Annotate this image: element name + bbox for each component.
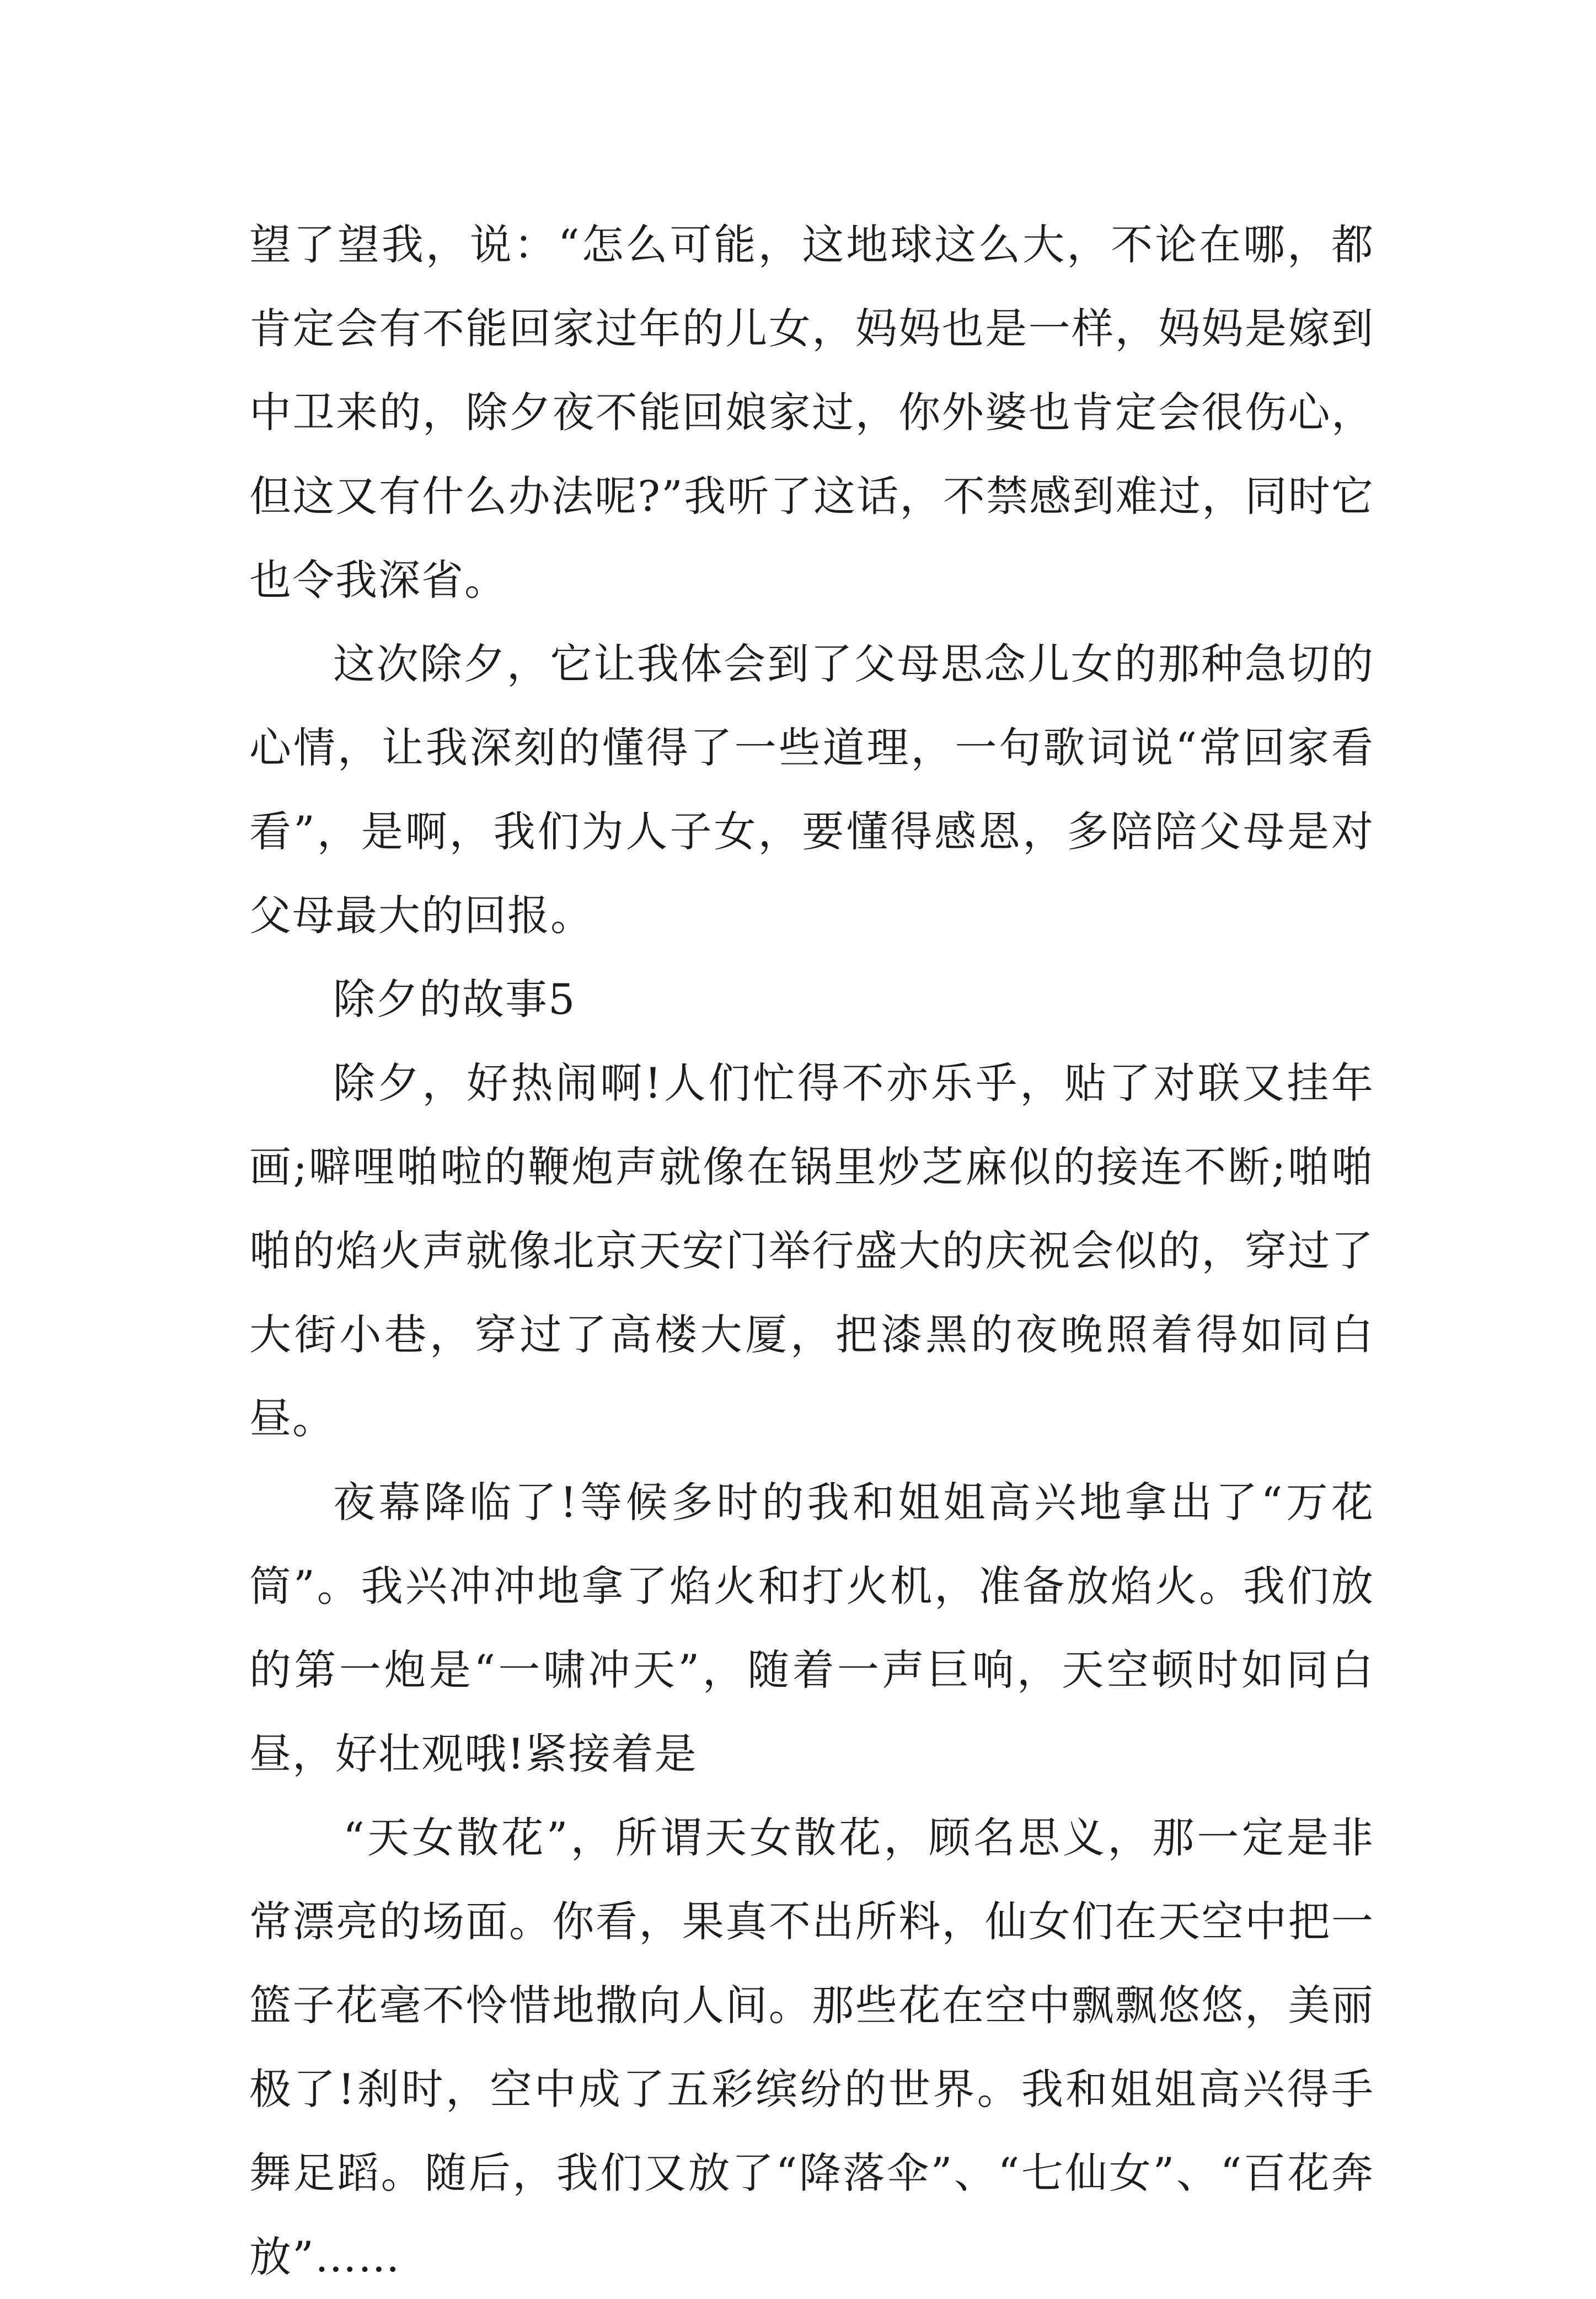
paragraph-festive-scene: 除夕，好热闹啊!人们忙得不亦乐乎，贴了对联又挂年画;噼哩啪啦的鞭炮声就像在锅里炒芝麻似的接连不断;啪啪啪的焰火声就像北京天安门举行盛大的庆祝会似的，穿过了大街小巷，穿过了高楼大厦，把漆黑的夜晚照着得如同白昼。 (249, 1058, 1374, 1443)
paragraph-reflection: 这次除夕，它让我体会到了父母思念儿女的那种急切的心情，让我深刻的懂得了一些道理，一句歌词说“常回家看看”，是啊，我们为人子女，要懂得感恩，多陪陪父母是对父母最大的回报。 (249, 639, 1374, 940)
paragraph-continued: 望了望我，说：“怎么可能，这地球这么大，不论在哪，都肯定会有不能回家过年的儿女，妈妈也是一样，妈妈是嫁到中卫来的，除夕夜不能回娘家过，你外婆也肯定会很伤心，但这又有什么办法呢?”我听了这话，不禁感到难过，同时它也令我深省。 (249, 220, 1374, 605)
document-body (249, 203, 1374, 2299)
section-heading: 除夕的故事5 (333, 975, 576, 1024)
paragraph-tiannv-sanhua: “天女散花”，所谓天女散花，顾名思义，那一定是非常漂亮的场面。你看，果真不出所料，仙女们在天空中把一篮子花毫不怜惜地撒向人间。那些花在空中飘飘悠悠，美丽极了!刹时，空中成了五彩缤纷的世界。我和姐姐高兴得手舞足蹈。随后，我们又放了“降落伞”、“七仙女”、“百花奔放”…… (249, 1813, 1374, 2281)
paragraph-fireworks-start: 夜幕降临了!等候多时的我和姐姐高兴地拿出了“万花筒”。我兴冲冲地拿了焰火和打火机，准备放焰火。我们放的第一炮是“一啸冲天”，随着一声巨响，天空顿时如同白昼，好壮观哦!紧接着是 (249, 1478, 1374, 1778)
